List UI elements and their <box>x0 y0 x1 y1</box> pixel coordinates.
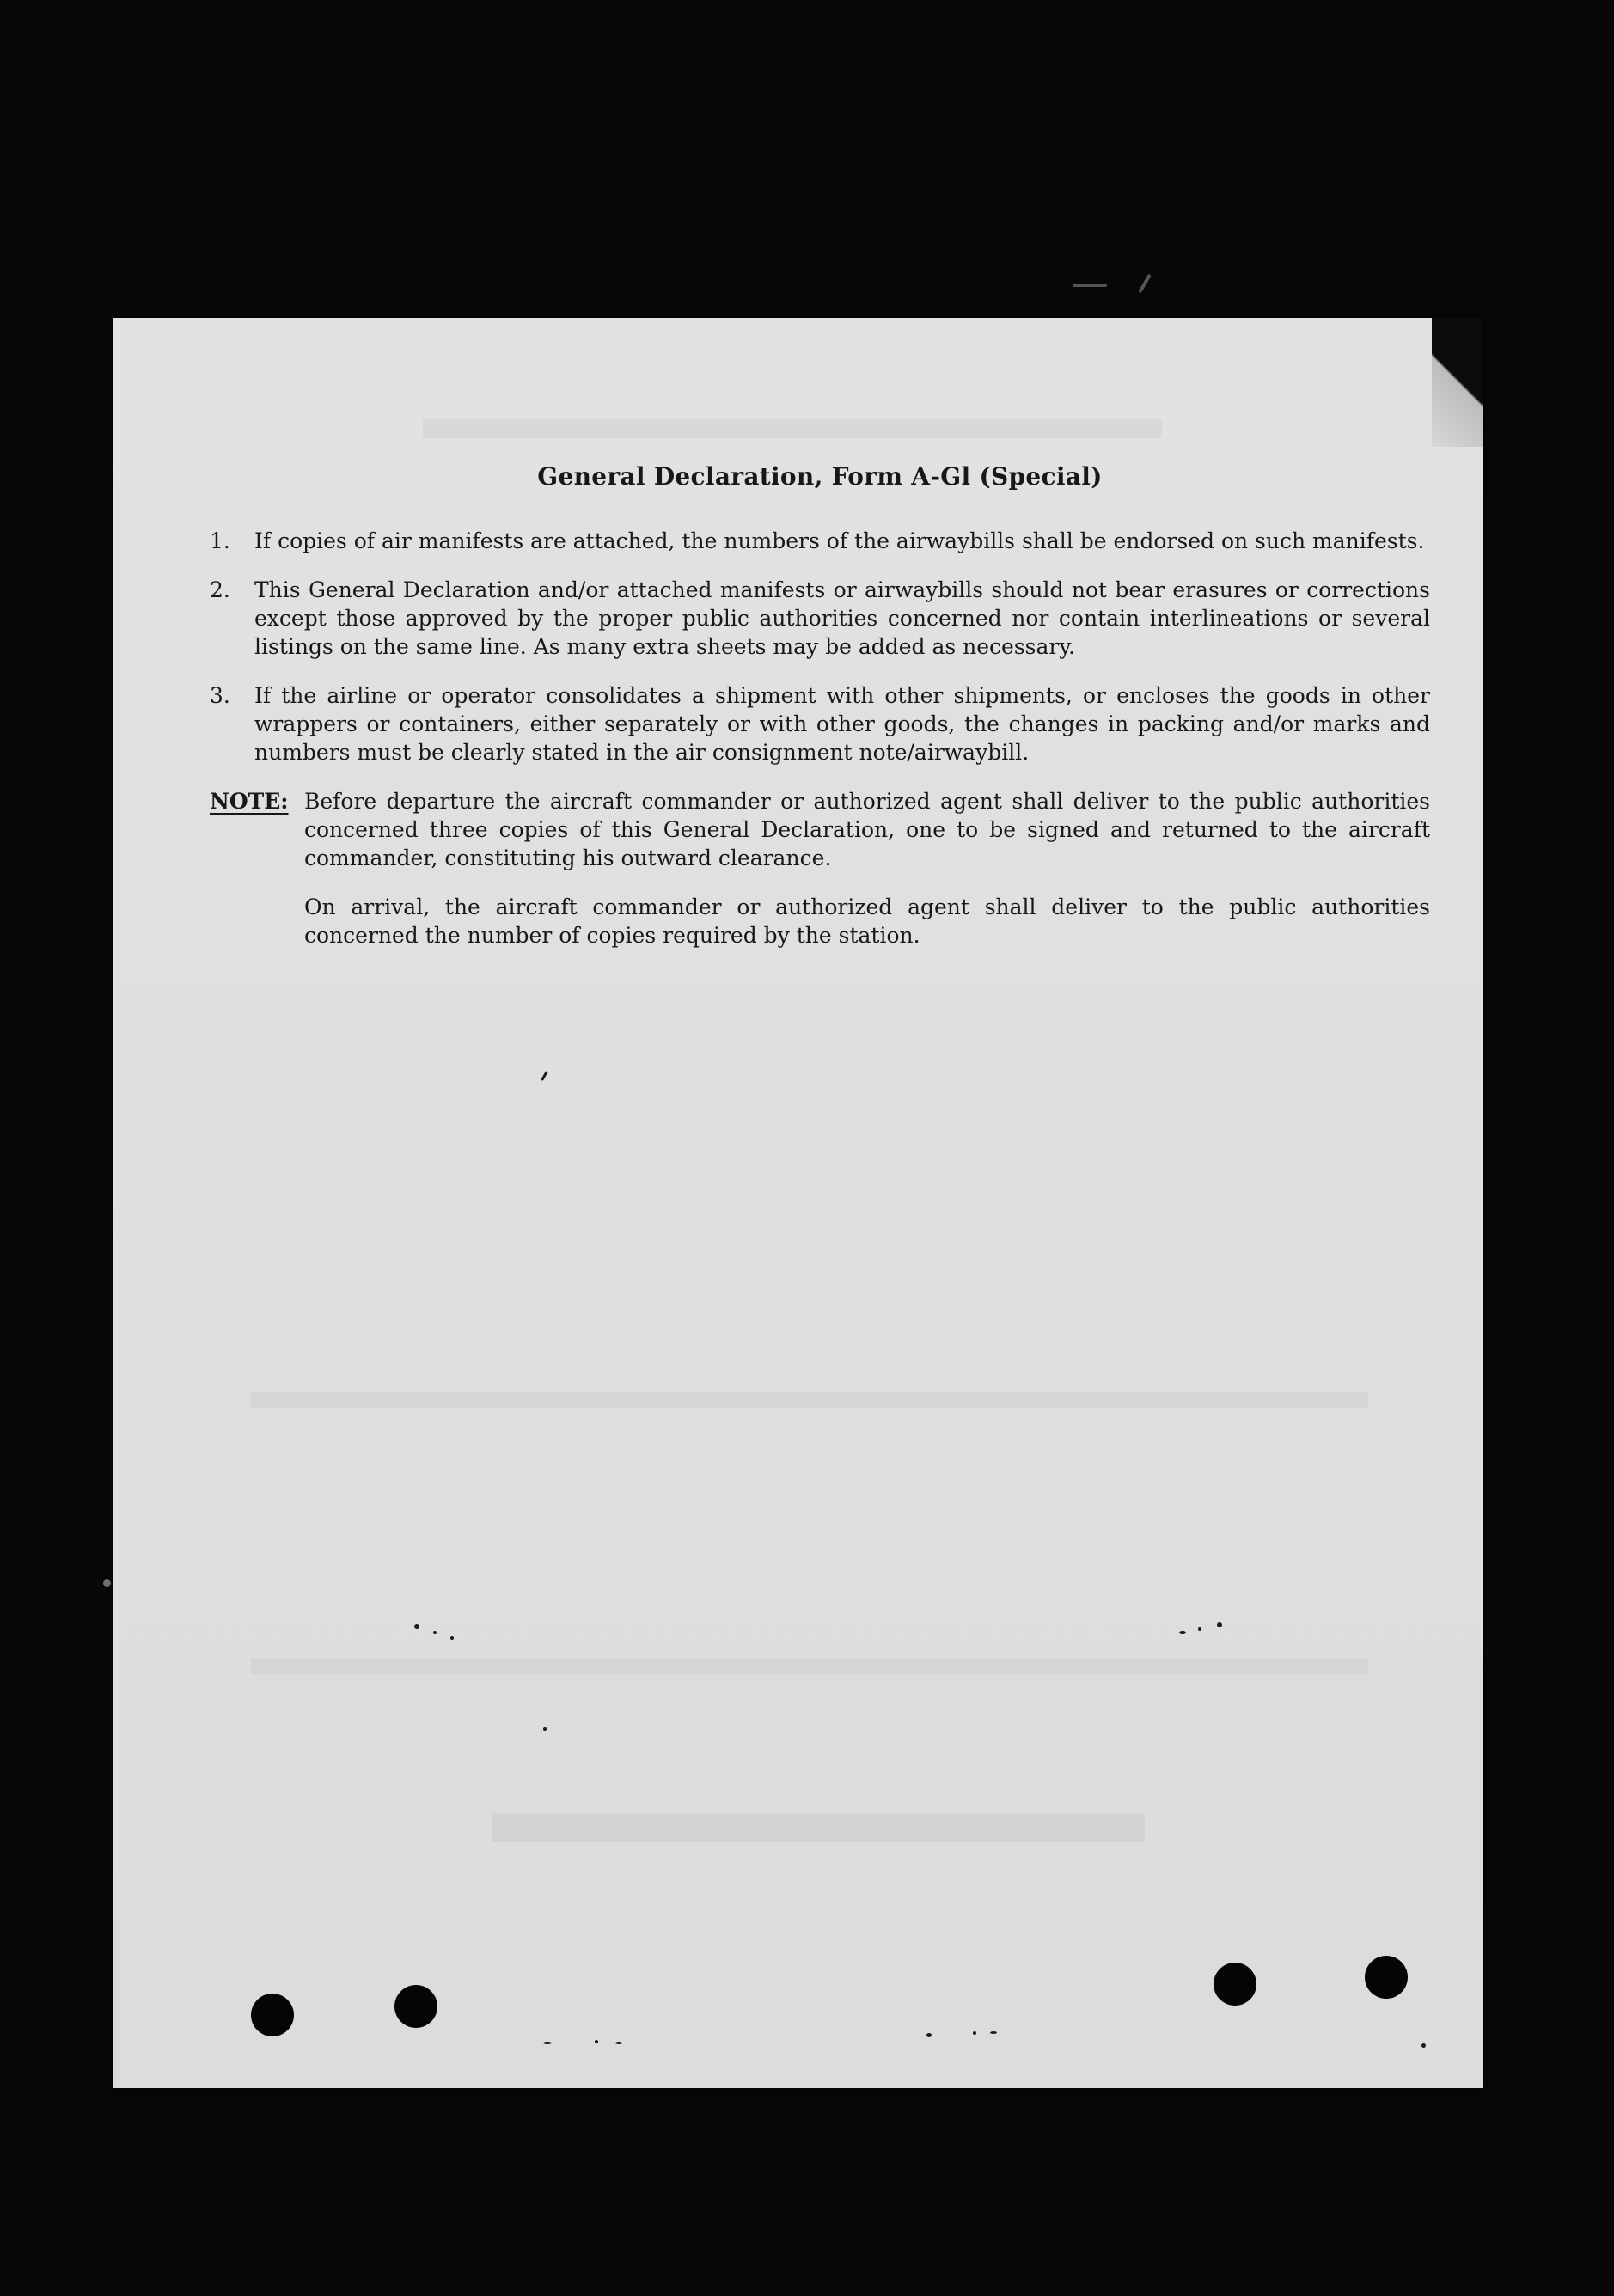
item-number: 2. <box>210 577 230 602</box>
list-item <box>210 527 1430 555</box>
stray-mark <box>1421 2043 1426 2048</box>
note-text: Before departure the aircraft commander or authorized agent shall deliver to the public authorities concerned three copies of this General Declaration, one to be signed and returned to the aircraft commander, constituting his outward clearance. <box>304 789 1430 870</box>
item-number: 1. <box>210 528 230 553</box>
document-title: General Declaration, Form A-Gl (Special) <box>537 462 1103 491</box>
bleed-through-shadow <box>492 1813 1145 1842</box>
bleed-through-shadow <box>251 1392 1368 1408</box>
bleed-through-shadow <box>423 419 1162 438</box>
backdrop-speck <box>103 1579 111 1587</box>
backdrop-speck <box>1138 274 1151 294</box>
note-label: NOTE: <box>210 789 289 814</box>
bleed-through-shadow <box>251 1658 1368 1674</box>
punch-hole <box>251 1994 294 2036</box>
list-item <box>210 681 1430 766</box>
list-item <box>210 576 1430 661</box>
stray-mark <box>615 2042 622 2044</box>
stray-mark <box>433 1631 437 1634</box>
backdrop-speck <box>1073 284 1107 287</box>
punch-hole <box>1214 1963 1256 2006</box>
item-text: This General Declaration and/or attached manifests or airwaybills should not bear erasures or corrections except those approved by the proper public authorities concerned nor contain interlineations or several listings on the same line. As many extra sheets may be added as necessary. <box>254 577 1430 659</box>
stray-mark <box>543 1727 547 1731</box>
stray-mark <box>541 1071 548 1081</box>
item-text: If the airline or operator consolidates a shipment with other shipments, or encloses the goods in other wrappers or containers, either separately or with other goods, the changes in packing and/or marks and numbers must be clearly stated in the air consignment note/airwaybill. <box>254 683 1430 765</box>
stray-mark <box>414 1624 419 1629</box>
folded-corner <box>1432 318 1483 447</box>
document-page <box>113 318 1483 2088</box>
arrival-note-text: On arrival, the aircraft commander or authorized agent shall deliver to the public authorities concerned the number of copies required by the station. <box>304 895 1430 948</box>
item-number: 3. <box>210 683 230 708</box>
stray-mark <box>1217 1622 1222 1627</box>
stray-mark <box>1198 1627 1201 1631</box>
stray-mark <box>990 2031 997 2034</box>
stray-mark <box>543 2042 552 2044</box>
stray-mark <box>595 2040 598 2043</box>
punch-hole <box>1365 1956 1408 1999</box>
declaration-content <box>210 462 1430 950</box>
punch-hole <box>394 1985 437 2028</box>
stray-mark <box>973 2031 976 2035</box>
item-text: If copies of air manifests are attached, the numbers of the airwaybills shall be endorsed on such manifests. <box>254 528 1425 553</box>
note-section <box>210 787 1430 872</box>
stray-mark <box>450 1636 454 1640</box>
stray-mark <box>926 2033 932 2037</box>
stray-mark <box>1179 1631 1186 1634</box>
